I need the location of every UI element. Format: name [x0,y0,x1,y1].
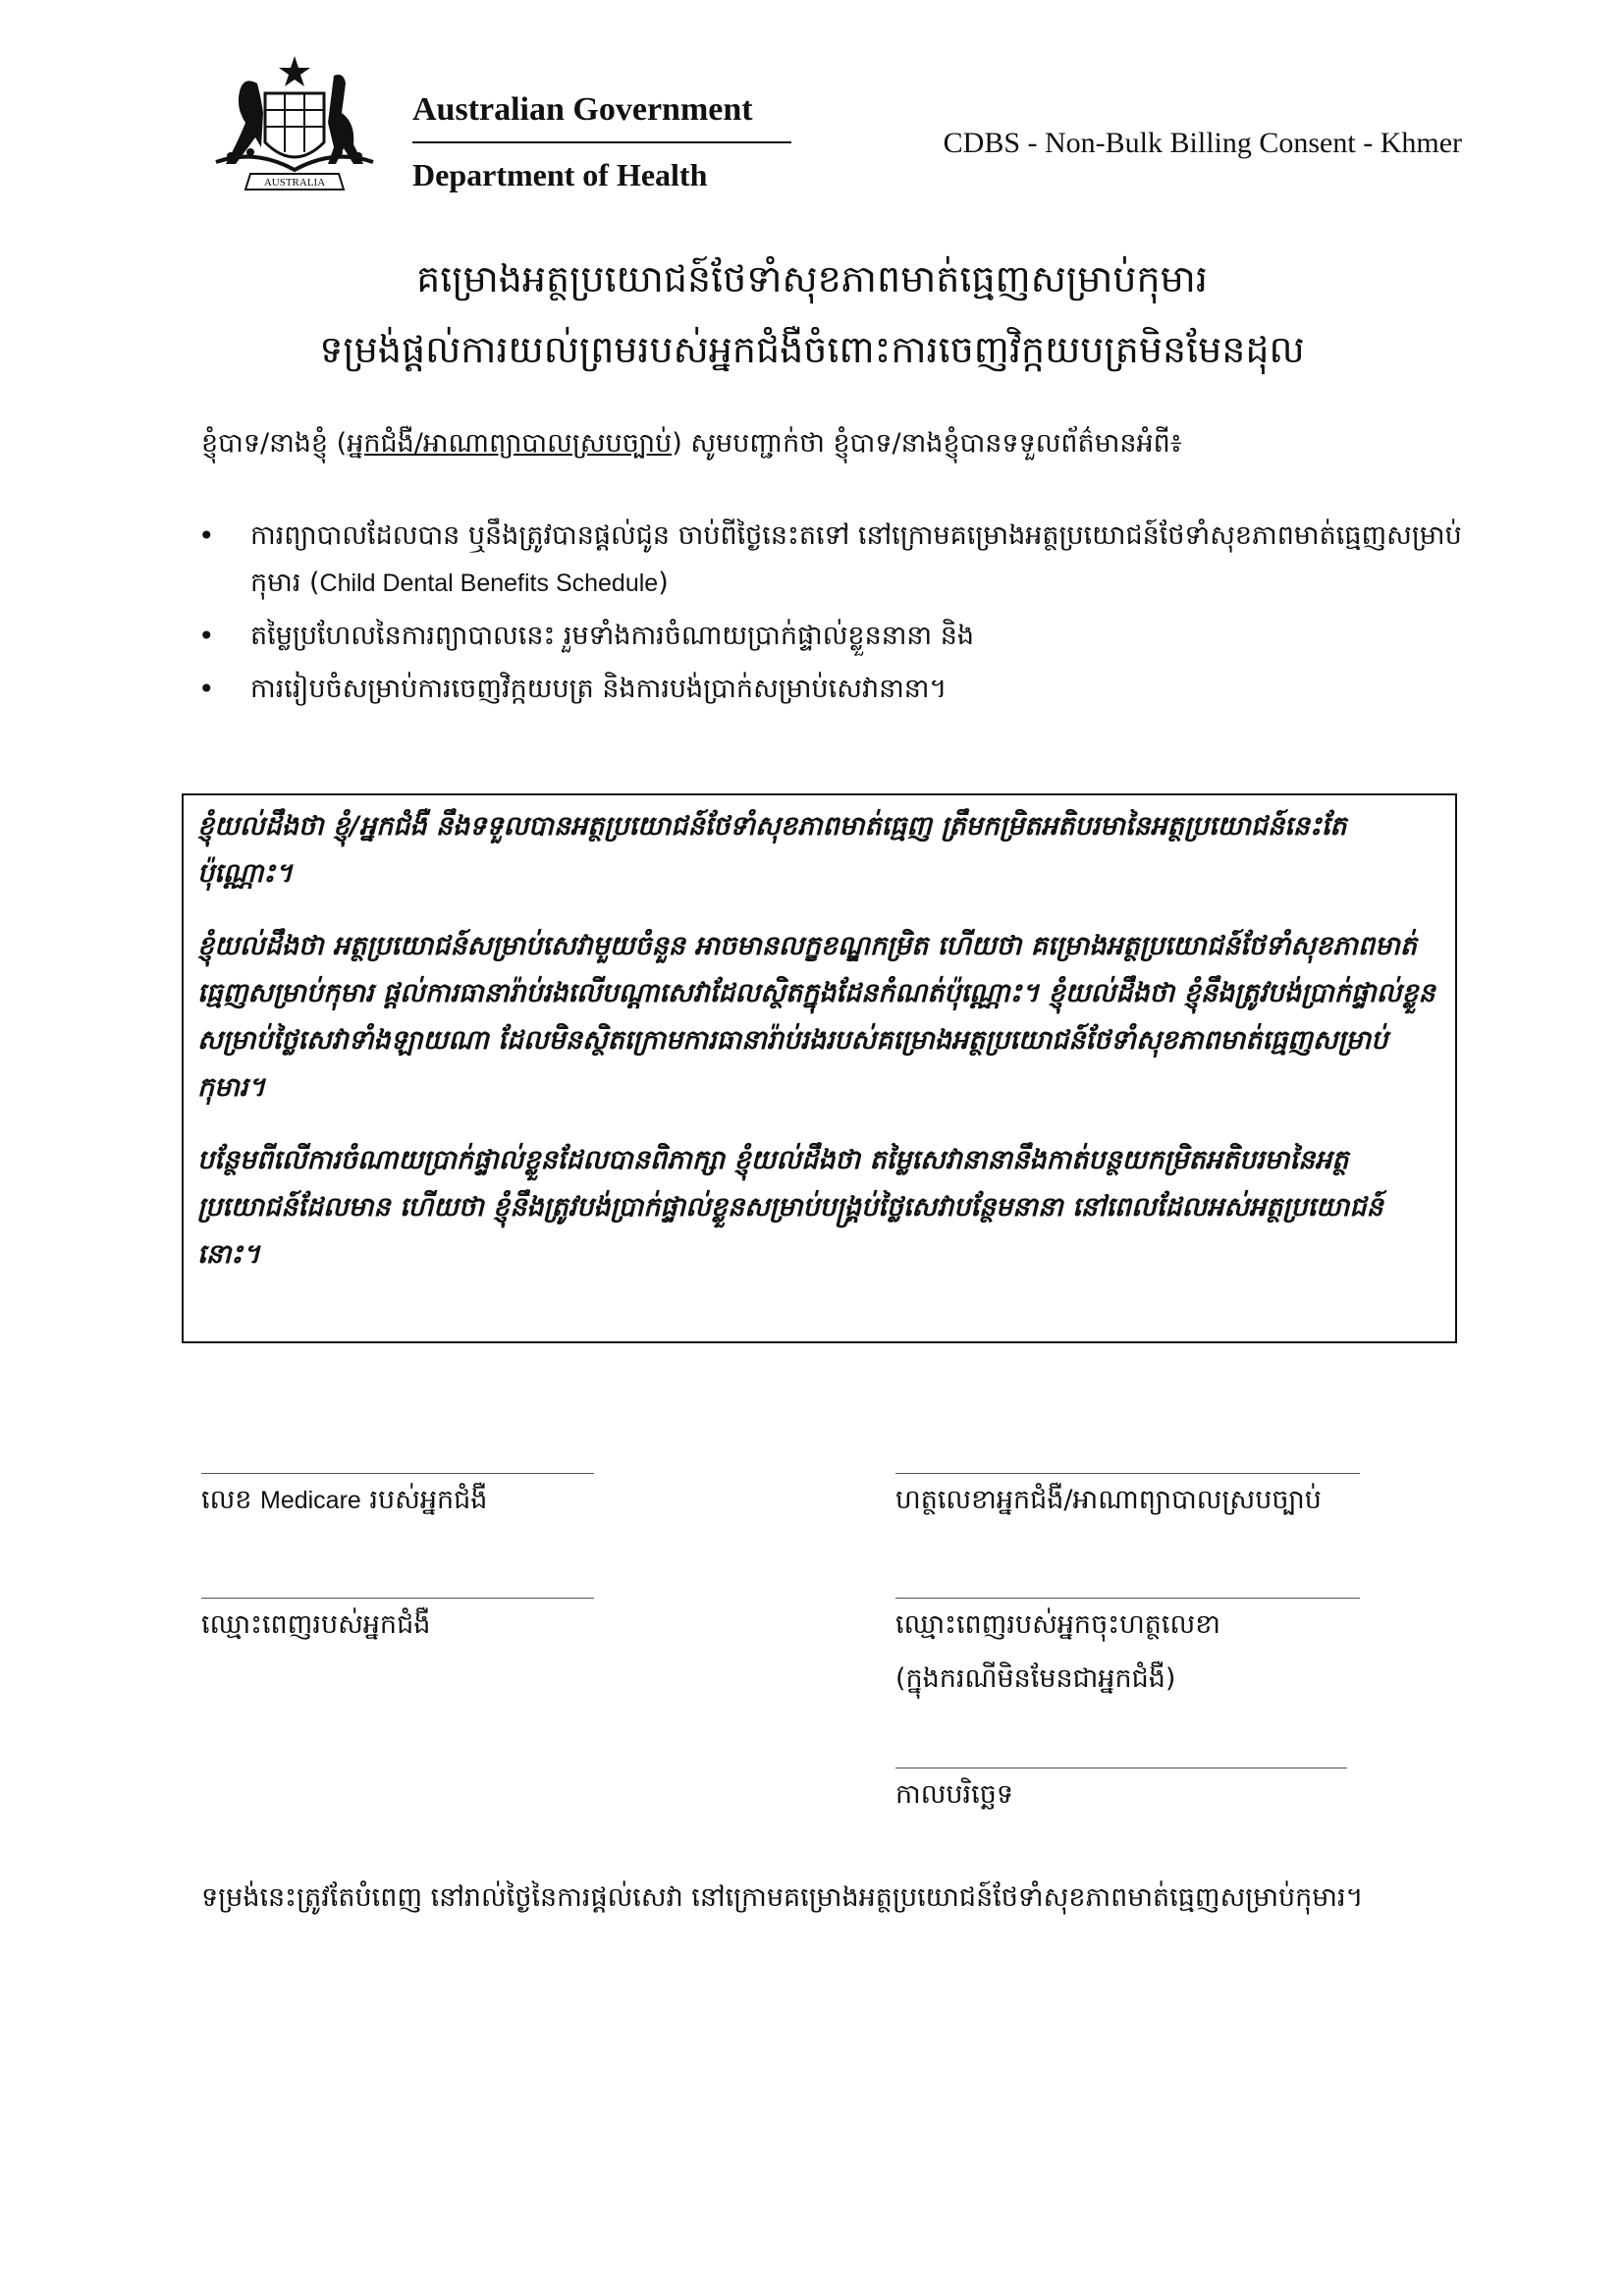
consent-paragraph-1: ខ្ញុំយល់ដឹងថា ខ្ញុំ/អ្នកជំងឺ នឹងទទួលបានអត្ថប្រយោជន៍ថែទាំសុខភាពមាត់ធ្មេញ ត្រឹមកម្រិតអតិបរមានៃអត្ថប្រយោជន៍នេះតែប៉ុណ្ណោះ។ [197,811,1347,889]
signer-name-field[interactable] [895,1598,1360,1599]
statement-prefix: ខ្ញុំបាទ/នាងខ្ញុំ ( [201,428,348,459]
coat-of-arms-icon [196,54,393,201]
medicare-number-label [201,1481,487,1520]
signature-label: ហត្ថលេខាអ្នកជំងឺ/អាណាព្យាបាលស្របច្បាប់ [895,1485,1322,1515]
consent-paragraph-3: បន្ថែមពីលើការចំណាយប្រាក់ផ្ទាល់ខ្លួនដែលបានពិភាក្សា ខ្ញុំយល់ដឹងថា តម្លៃសេវានានានឹងកាត់បន្ថយកម្រិតអតិបរមានៃអត្ថប្រយោជន៍ដែលមាន ហើយថា ខ្ញុំនឹងត្រូវបង់ប្រាក់ផ្ទាល់ខ្លួនសម្រាប់បង្គ្រប់ថ្លៃសេវាបន្ថែមនានា នៅពេលដែលអស់អត្ថប្រយោជន៍នោះ។ [197,1145,1383,1270]
list-item-text: ការព្យាបាលដែលបាន ឬនឹងត្រូវបានផ្ដល់ជូន ចាប់ពីថ្ងៃនេះតទៅ នៅក្រោមគម្រោងអត្ថប្រយោជន៍ថែទាំសុខភាពមាត់ធ្មេញសម្រាប់កុមារ ( [250,520,1462,598]
crest-graphic [196,54,393,201]
statement-underlined: អ្នកជំងឺ/អាណាព្យាបាលស្របច្បាប់ [347,428,673,459]
signer-name-label: ឈ្មោះពេញរបស់អ្នកចុះហត្ថលេខា [895,1609,1220,1640]
department-name: Department of Health [412,157,708,192]
star-icon [279,56,310,86]
consent-statement [201,424,1182,463]
consent-box [182,793,1457,1343]
logo-divider [412,141,791,143]
emu-icon [328,75,363,164]
information-list [196,513,1473,719]
medicare-number-field[interactable] [201,1473,594,1474]
list-item-end: ) [658,568,669,598]
list-item [196,513,1473,607]
page-subtitle: ទម្រង់ផ្ដល់ការយល់ព្រមរបស់អ្នកជំងឺចំពោះការចេញវិក្កយបត្រមិនមែនដុល [319,328,1305,371]
date-label: កាលបរិច្ឆេទ [895,1779,1013,1810]
list-item-english: Child Dental Benefits Schedule [319,570,659,597]
signer-note: (ក្នុងករណីមិនមែនជាអ្នកជំងឺ) [895,1663,1176,1694]
list-item: • តម្លៃប្រហែលនៃការព្យាបាលនេះ រួមទាំងការចំណាយប្រាក់ផ្ទាល់ខ្លួននានា និង [196,613,1473,660]
kangaroo-icon [226,81,263,164]
footer-note: ទម្រង់នេះត្រូវតែបំពេញ នៅរាល់ថ្ងៃនៃការផ្ដល់សេវា នៅក្រោមគម្រោងអត្ថប្រយោជន៍ថែទាំសុខភាពមាត់ធ្មេញសម្រាប់កុមារ។ [201,1882,1364,1913]
medicare-english: Medicare [260,1487,361,1514]
patient-name-label: ឈ្មោះពេញរបស់អ្នកជំងឺ [201,1609,431,1640]
medicare-suffix: របស់អ្នកជំងឺ [360,1485,488,1515]
crest-scroll-label: AUSTRALIA [263,177,326,189]
government-name: Australian Government [412,91,753,128]
page-title: គម្រោងអត្ថប្រយោជន៍ថែទាំសុខភាពមាត់ធ្មេញសម្រាប់កុមារ [416,257,1208,300]
government-logo-text [412,88,791,194]
signature-field[interactable] [895,1473,1360,1474]
medicare-prefix: លេខ [201,1485,260,1515]
patient-name-field[interactable] [201,1598,594,1599]
consent-paragraph-2: ខ្ញុំយល់ដឹងថា អត្ថប្រយោជន៍សម្រាប់សេវាមួយចំនួន អាចមានលក្ខខណ្ឌកម្រិត ហើយថា គម្រោងអត្ថប្រយោជន៍ថែទាំសុខភាពមាត់ធ្មេញសម្រាប់កុមារ ផ្ដល់ការធានារ៉ាប់រងលើបណ្ដាសេវាដែលស្ថិតក្នុងដែនកំណត់ប៉ុណ្ណោះ។ ខ្ញុំយល់ដឹងថា ខ្ញុំនឹងត្រូវបង់ប្រាក់ផ្ទាល់ខ្លួនសម្រាប់ថ្លៃសេវាទាំងឡាយណា ដែលមិនស្ថិតក្រោមការធានារ៉ាប់រងរបស់គម្រោងអត្ថប្រយោជន៍ថែទាំសុខភាពមាត់ធ្មេញសម្រាប់កុមារ។ [197,931,1435,1103]
form-code: CDBS - Non-Bulk Billing Consent - Khmer [943,127,1462,159]
list-item: • ការរៀបចំសម្រាប់ការចេញវិក្កយបត្រ និងការបង់ប្រាក់សម្រាប់សេវានានា។ [196,666,1473,713]
statement-suffix: ) សូមបញ្ជាក់ថា ខ្ញុំបាទ/នាងខ្ញុំបានទទួលព័ត៌មានអំពី៖ [672,428,1182,459]
